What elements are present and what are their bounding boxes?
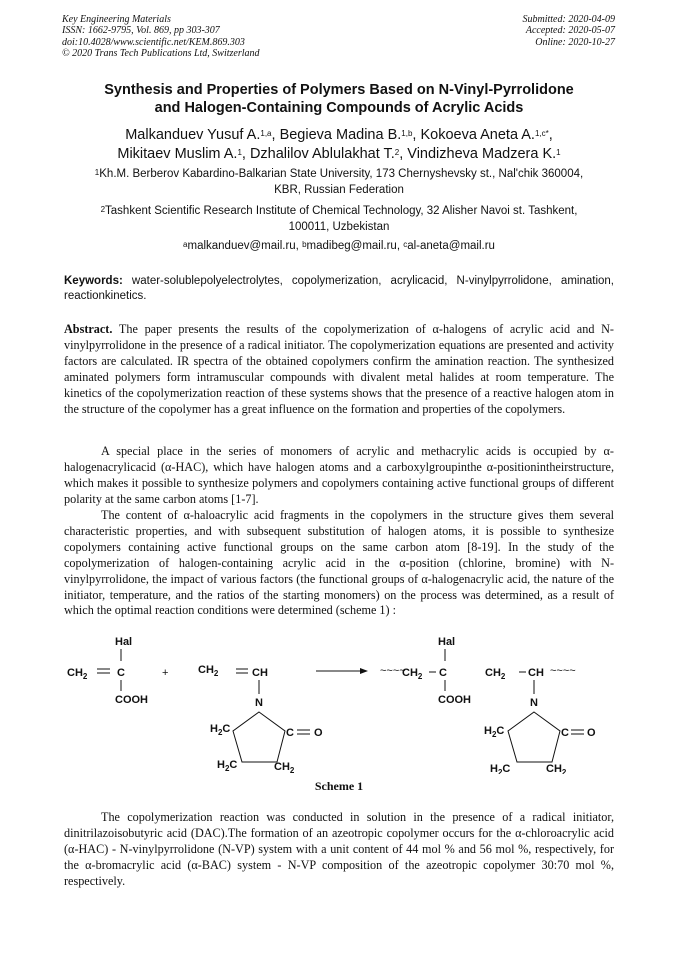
email-sup: b bbox=[302, 240, 307, 249]
keywords bbox=[64, 274, 614, 304]
keywords-label: Keywords: bbox=[64, 275, 123, 287]
author-sep: , bbox=[271, 127, 280, 143]
n-label: N bbox=[255, 697, 263, 709]
o-label: O bbox=[314, 727, 323, 739]
journal-name: Key Engineering Materials bbox=[62, 14, 171, 25]
c-label: C bbox=[117, 667, 125, 679]
author-line-1 bbox=[60, 126, 618, 145]
carbonyl-c-label: C bbox=[561, 727, 569, 739]
author-name: Malkanduev Yusuf A. bbox=[125, 127, 261, 143]
h2c-label: $H_2C$ bbox=[484, 725, 505, 739]
author-name: Kokoeva Aneta A. bbox=[420, 127, 535, 143]
c-label: C bbox=[439, 667, 447, 679]
affiliation-text: 100011, Uzbekistan bbox=[288, 220, 390, 233]
paragraph-2: The content of α-haloacrylic acid fragments in the copolymers in the structure gives them several characteristic properties, and with subsequent substitution of halogen atoms, it is possible to synthesize copolymers containing active functional groups on the same carbon atom [8-19]. In the study of the copolymerization of halogen-containing acrylic acid in the α-position (chlorine, bromine) with N-vinylpyrrolidone, the impact of various factors (the functional groups of α-halogenacrylic acid, the nature of the initiator, temperature, and the ratios of the starting monomers) on the process was determined, as a result of which the optimal reaction conditions were determined (scheme 1) : bbox=[64, 508, 614, 618]
scheme-caption: Scheme 1 bbox=[314, 779, 364, 793]
email-link[interactable]: malkanduev@mail.ru, bbox=[187, 240, 303, 252]
arrow-head bbox=[360, 668, 368, 674]
email-sup: a bbox=[183, 240, 188, 249]
author-sup: 2 bbox=[394, 148, 400, 157]
wavy-bond: ~~~~ bbox=[380, 665, 406, 677]
o-label: O bbox=[587, 727, 596, 739]
affiliation-text: Tashkent Scientific Research Institute of Chemical Technology, 32 Alisher Navoi st. Tashkent, bbox=[105, 205, 578, 217]
author-sep: , bbox=[399, 146, 408, 162]
ch2-label: $CH_2$ bbox=[546, 763, 567, 774]
ch2-label: $CH_2$ bbox=[274, 761, 295, 774]
affiliation-text: KBR, Russian Federation bbox=[274, 183, 404, 196]
abstract-text: The paper presents the results of the copolymerization of α-halogens of acrylic acid and N-vinylpyrrolidone in the presence of a radical initiator. The copolymerization equations are presented and activity factors are calculated. IR spectra of the obtained copolymers confirm the amination reaction. The synthesized aminated polymers form intramuscular compounds with divalent metal halides at room temperature. The kinetics of the copolymerization reaction of these systems shows that the presence of a reactive halogen atom in the structure of the copolymer has a great influence on the formation and properties of the copolymers. bbox=[64, 322, 614, 416]
affiliation-sup: 1 bbox=[94, 168, 100, 177]
author-sep: , bbox=[548, 127, 553, 143]
pyrrolidone-ring bbox=[233, 712, 285, 762]
ch-label: CH bbox=[528, 667, 544, 679]
author-sep: , bbox=[412, 127, 421, 143]
paper-title bbox=[60, 81, 618, 117]
author-sup: 1 bbox=[237, 148, 242, 157]
hal-label: Hal bbox=[438, 636, 456, 648]
author-line-2 bbox=[60, 145, 618, 164]
ch2-label: $CH_2$ bbox=[402, 667, 423, 681]
author-sup: 1,c* bbox=[534, 129, 549, 138]
abstract-label: Abstract. bbox=[64, 322, 113, 336]
n-label: N bbox=[530, 697, 538, 709]
author-name: Mikitaev Muslim A. bbox=[117, 146, 238, 162]
author-list bbox=[60, 126, 618, 164]
reaction-scheme bbox=[60, 634, 620, 774]
author-name: Dzhalilov Ablulakhat T. bbox=[249, 146, 395, 162]
dates-header bbox=[523, 14, 616, 48]
wavy-bond: ~~~~ bbox=[550, 665, 576, 677]
ch2-label: $CH_2$ bbox=[67, 667, 88, 681]
keywords-text: water-solublepolyelectrolytes, copolymerization, acrylicacid, N-vinylpyrrolidone, amination, reactionkinetics. bbox=[64, 275, 614, 302]
cooh-label: COOH bbox=[115, 694, 148, 706]
hal-label: Hal bbox=[115, 636, 133, 648]
author-name: Vindizheva Madzera K. bbox=[407, 146, 557, 162]
h2c-label: $H_2C$ bbox=[210, 723, 231, 737]
issn-line: ISSN: 1662-9795, Vol. 869, pp 303-307 bbox=[62, 25, 220, 37]
plus-sign: + bbox=[162, 667, 169, 679]
ch2-label: $CH_2$ bbox=[485, 667, 506, 681]
title-line-2: and Halogen-Containing Compounds of Acrylic Acids bbox=[154, 100, 524, 116]
affiliation-2 bbox=[60, 204, 618, 235]
online-date: Online: 2020-10-27 bbox=[535, 36, 615, 48]
h2c-label: $H_2C$ bbox=[490, 763, 511, 774]
paragraph-3: The copolymerization reaction was conducted in solution in the presence of a radical initiator, dinitrilazoisobutyric acid (DAC).The formation of an azeotropic copolymer occurs for the α-chloroacrylic acid (α-HAC) - N-vinylpyrrolidone (N-VP) system with a unit content of 44 mol % and 56 mol %, respectively, for the α-bromacrylic acid (α-BAC) system - N-VP composition of the azeotropic copolymer 30:70 mol %, respectively. bbox=[64, 810, 614, 888]
email-line bbox=[60, 239, 618, 255]
author-sup: 1,b bbox=[401, 129, 413, 138]
ch2-label: $CH_2$ bbox=[198, 664, 219, 678]
ch-label: CH bbox=[252, 667, 268, 679]
copyright-line: © 2020 Trans Tech Publications Ltd, Switzerland bbox=[62, 48, 260, 60]
carbonyl-c-label: C bbox=[286, 727, 294, 739]
submitted-date: Submitted: 2020-04-09 bbox=[522, 14, 615, 25]
email-sup: c bbox=[403, 240, 408, 249]
title-line-1: Synthesis and Properties of Polymers Based on N-Vinyl-Pyrrolidone bbox=[104, 82, 574, 98]
affiliation-text: Kh.M. Berberov Kabardino-Balkarian State University, 173 Chernyshevsky st., Nal'chik 360004, bbox=[99, 168, 584, 180]
author-name: Begieva Madina B. bbox=[279, 127, 402, 143]
author-sup: 1 bbox=[556, 148, 561, 157]
author-sep: , bbox=[241, 146, 250, 162]
affiliation-sup: 2 bbox=[100, 205, 106, 214]
affiliation-1 bbox=[60, 167, 618, 198]
accepted-date: Accepted: 2020-05-07 bbox=[525, 25, 615, 37]
doi-line[interactable]: doi:10.4028/www.scientific.net/KEM.869.303 bbox=[62, 36, 245, 48]
email-link[interactable]: madibeg@mail.ru, bbox=[306, 240, 404, 252]
abstract bbox=[64, 322, 614, 417]
email-link[interactable]: al-aneta@mail.ru bbox=[407, 240, 495, 252]
paragraph-1: A special place in the series of monomers of acrylic and methacrylic acids is occupied by α-halogenacrylicacid (α-HAC), which have halogen atoms and a carboxylgroupinthe α-positionintheirstructure, which makes it possible to synthesize polymers and copolymers containing active functional groups of different polarity at the same carbon atoms [1-7]. bbox=[64, 444, 614, 506]
cooh-label: COOH bbox=[438, 694, 471, 706]
author-sup: 1,a bbox=[260, 129, 272, 138]
pyrrolidone-ring bbox=[508, 712, 560, 762]
journal-header bbox=[62, 14, 260, 60]
h2c-label: $H_2C$ bbox=[217, 759, 238, 773]
